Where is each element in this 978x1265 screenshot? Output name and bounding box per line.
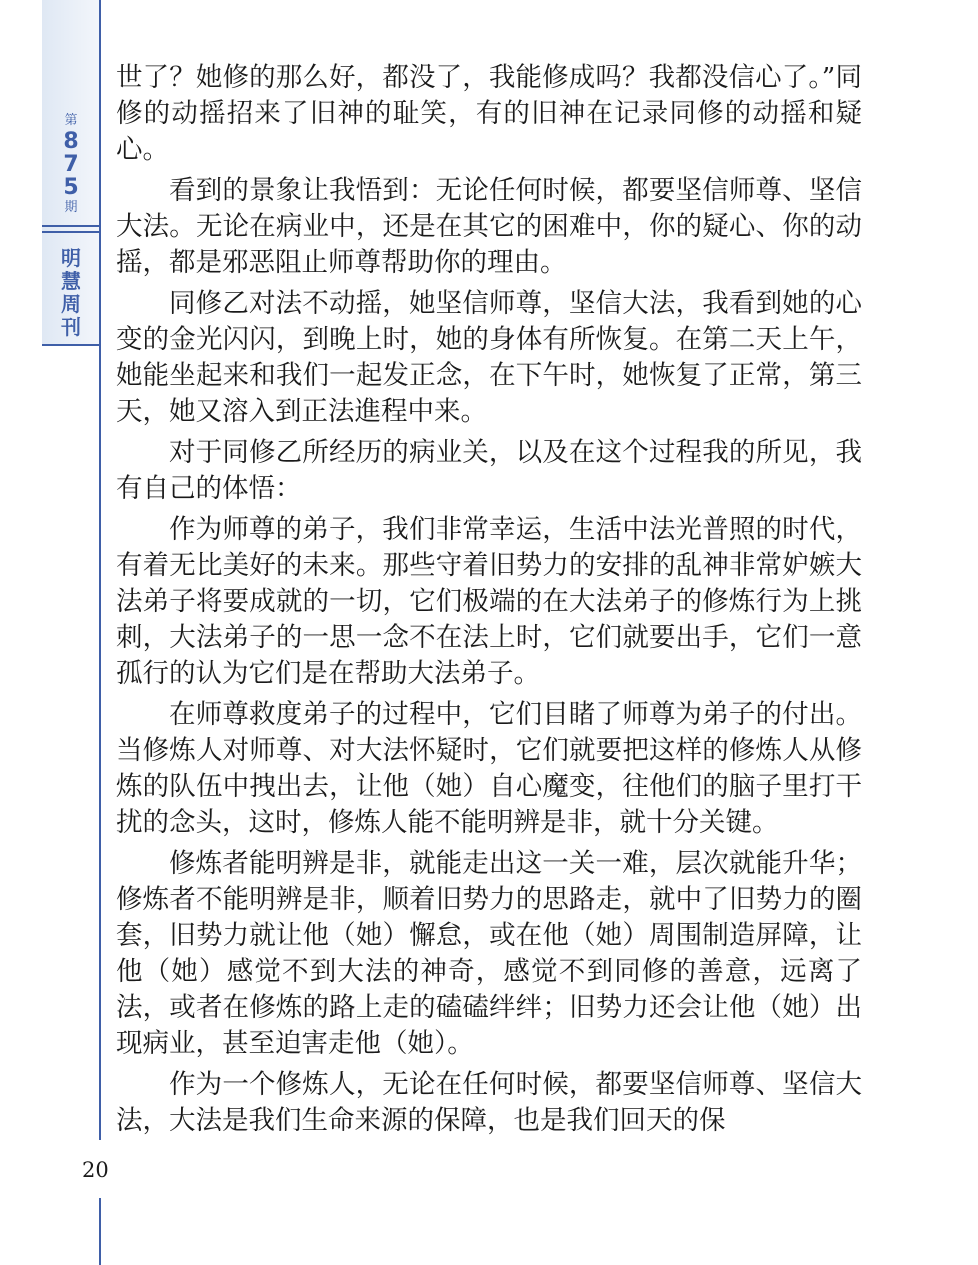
sidebar-divider xyxy=(42,344,100,346)
issue-digit: 5 xyxy=(63,175,79,200)
paragraph: 在师尊救度弟子的过程中，它们目睹了师尊为弟子的付出。当修炼人对师尊、对大法怀疑时，它们就要把这样的修炼人从修炼的队伍中拽出去，让他（她）自心魔变，往他们的脑子里打干扰的念头，这时，修炼人能不能明辨是非，就十分关键。 xyxy=(116,699,862,838)
paragraph: 世了？她修的那么好，都没了，我能修成吗？我都没信心了。”同修的动摇招来了旧神的耻笑，有的旧神在记录同修的动摇和疑心。 xyxy=(116,62,862,165)
issue-suffix: 期 xyxy=(64,200,78,215)
page-number: 20 xyxy=(82,1158,109,1182)
paragraph: 修炼者能明辨是非，就能走出这一关一难，层次就能升华；修炼者不能明辨是非，顺着旧势力的思路走，就中了旧势力的圈套，旧势力就让他（她）懈怠，或在他（她）周围制造屏障，让他（她）感觉不到大法的神奇，感觉不到同修的善意，远离了法，或者在修炼的路上走的磕磕绊绊；旧势力还会让他（她）出现病业，甚至迫害走他（她）。 xyxy=(116,848,862,1059)
magazine-title-char: 慧 xyxy=(61,269,81,293)
issue-prefix: 第 xyxy=(64,113,78,128)
magazine-title-char: 刊 xyxy=(61,315,81,339)
sidebar-divider xyxy=(42,231,100,233)
paragraph: 作为一个修炼人，无论在任何时候，都要坚信师尊、坚信大法，大法是我们生命来源的保障，也是我们回天的保 xyxy=(116,1069,862,1136)
magazine-title-char: 周 xyxy=(61,292,81,316)
magazine-title-char: 明 xyxy=(61,246,81,270)
paragraph: 同修乙对法不动摇，她坚信师尊，坚信大法，我看到她的心变的金光闪闪，到晚上时，她的身体有所恢复。在第二天上午，她能坐起来和我们一起发正念，在下午时，她恢复了正常，第三天，她又溶入到正法進程中来。 xyxy=(116,288,862,427)
paragraph: 作为师尊的弟子，我们非常幸运，生活中法光普照的时代，有着无比美好的未来。那些守着旧势力的安排的乱神非常妒嫉大法弟子将要成就的一切，它们极端的在大法弟子的修炼行为上挑刺，大法弟子的一思一念不在法上时，它们就要出手，它们一意孤行的认为它们是在帮助大法弟子。 xyxy=(116,514,862,689)
margin-rule-vertical-lower xyxy=(99,1198,101,1265)
issue-digit: 7 xyxy=(63,152,79,177)
magazine-title xyxy=(42,247,100,339)
paragraph: 看到的景象让我悟到：无论任何时候，都要坚信师尊、坚信大法。无论在病业中，还是在其它的困难中，你的疑心、你的动摇，都是邪恶阻止师尊帮助你的理由。 xyxy=(116,175,862,278)
article-body xyxy=(116,60,862,1144)
sidebar-divider xyxy=(42,225,100,227)
issue-digit: 8 xyxy=(63,129,79,154)
issue-number xyxy=(42,112,100,217)
paragraph: 对于同修乙所经历的病业关，以及在这个过程我的所见，我有自己的体悟： xyxy=(116,437,862,504)
